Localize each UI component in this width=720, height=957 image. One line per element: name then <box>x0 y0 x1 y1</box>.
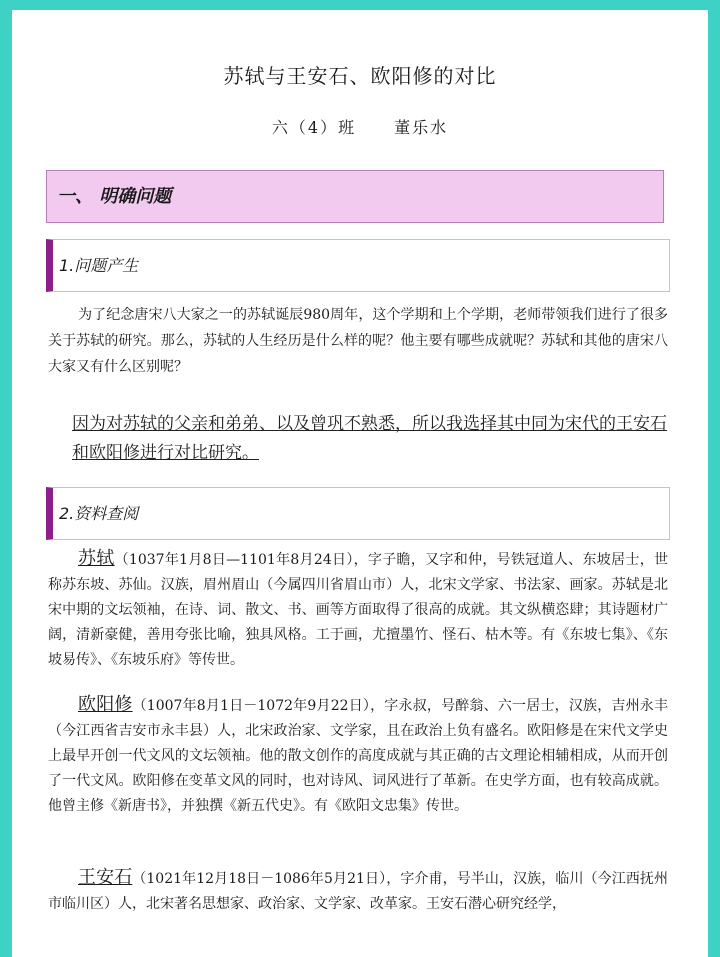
highlight-text: 因为对苏轼的父亲和弟弟、以及曾巩不熟悉，所以我选择其中同为宋代的王安石和欧阳修进行对比研究。 <box>72 414 667 463</box>
paragraph-intro <box>48 302 668 380</box>
highlight-statement <box>72 410 672 468</box>
page-title: 苏轼与王安石、欧阳修的对比 <box>223 64 497 88</box>
bio-name: 王安石 <box>78 867 133 888</box>
byline <box>12 115 708 138</box>
bio-name: 欧阳修 <box>78 694 133 715</box>
class-label: 六（4）班 <box>271 118 357 137</box>
section-heading-1: 一、 明确问题 <box>46 170 664 223</box>
bio-text: （1021年12月18日－1086年5月21日），字介甫，号半山，汉族，临川（今江西抚州市临川区）人，北宋著名思想家、政治家、文学家、改革家。王安石潜心研究经学， <box>48 871 669 912</box>
bio-su-shi <box>48 546 668 673</box>
bio-ouyang-xiu <box>48 692 668 819</box>
subsection-heading-problem: 1.问题产生 <box>46 239 670 292</box>
bio-wang-anshi <box>48 865 668 917</box>
document-page <box>12 10 708 957</box>
bio-name: 苏轼 <box>78 548 115 569</box>
paragraph-intro-text: 为了纪念唐宋八大家之一的苏轼诞辰980周年，这个学期和上个学期，老师带领我们进行了很多关于苏轼的研究。那么，苏轼的人生经历是什么样的呢？他主要有哪些成就呢？苏轼和其他的唐宋八大家又有什么区别呢？ <box>48 307 668 375</box>
author-name: 董乐水 <box>394 118 449 137</box>
bio-text: （1007年8月1日－1072年9月22日），字永叔，号醉翁、六一居士，汉族，吉州永丰（今江西省吉安市永丰县）人，北宋政治家、文学家，且在政治上负有盛名。欧阳修是在宋代文学史上最早开创一代文风的文坛领袖。他的散文创作的高度成就与其正确的古文理论相辅相成，从而开创了一代文风。欧阳修在变革文风的同时，也对诗风、词风进行了革新。在史学方面，也有较高成就。 他曾主修《新唐书》，并独撰《新五代史》。有《欧阳文忠集》传世。 <box>48 698 669 814</box>
subsection-heading-research: 2.资料查阅 <box>46 487 670 540</box>
bio-text: （1037年1月8日—1101年8月24日），字子瞻，又字和仲，号铁冠道人、东坡居士，世称苏东坡、苏仙。汉族，眉州眉山（今属四川省眉山市）人，北宋文学家、书法家、画家。苏轼是北宋中期的文坛领袖，在诗、词、散文、书、画等方面取得了很高的成就。其文纵横恣肆；其诗题材广阔，清新豪健，善用夸张比喻，独具风格。工于画，尤擅墨竹、怪石、枯木等。有《东坡七集》、《东坡易传》、《东坡乐府》等传世。 <box>48 552 668 668</box>
